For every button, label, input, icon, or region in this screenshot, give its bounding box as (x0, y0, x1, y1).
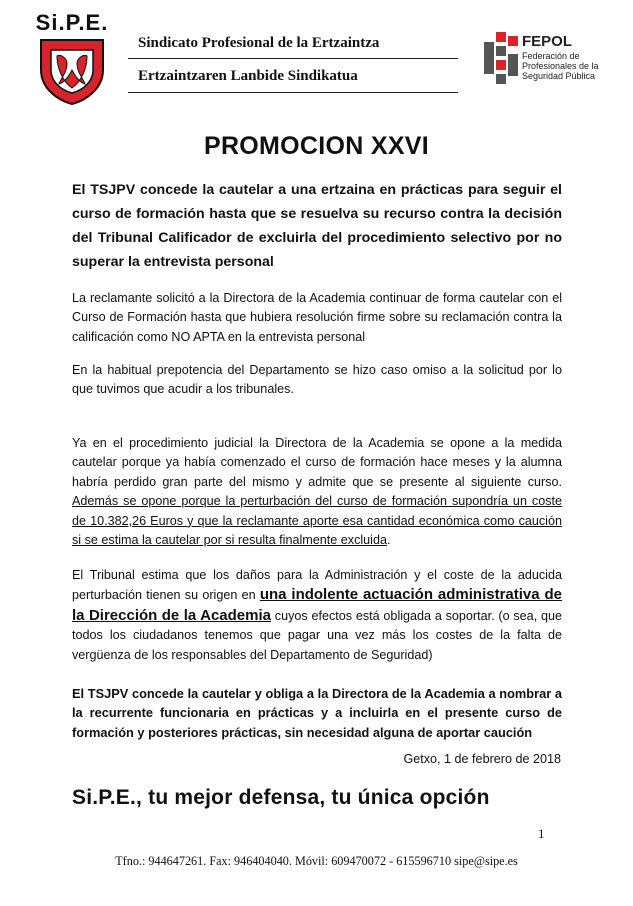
header-divider (128, 92, 458, 93)
document-date: Getxo, 1 de febrero de 2018 (403, 752, 561, 766)
underlined-text: Además se opone porque la perturbación del curso de formación supondría un coste de 10.382,26 Euros y que la reclamante aporte esa cantidad económica como caución si se estima la cautelar por si resulta finalmente excluida (72, 494, 562, 548)
paragraph-text: . (387, 533, 391, 548)
union-name-basque: Ertzaintzaren Lanbide Sindikatua (138, 68, 358, 84)
sipe-logo (30, 12, 114, 104)
paragraph-department: En la habitual prepotencia del Departamento se hizo caso omiso a la solicitud por lo que tuvimos que acudir a los tribunales. (72, 363, 562, 397)
paragraph-text: El Tribunal estima que los daños para la Administración y el coste de la aducida perturbación tienen su origen en (72, 568, 562, 603)
page-number: 1 (538, 826, 545, 841)
contact-footer: Tfno.: 944647261. Fax: 946404040. Móvil: 609470072 - 615596710 sipe@sipe.es (115, 854, 518, 868)
paragraph-conclusion: El TSJPV concede la cautelar y obliga a la Directora de la Academia a nombrar a la recurrente funcionaria en prácticas y a incluirla en el presente curso de formación y posteriores prácticas, sin necesidad alguna de aportar caución (72, 686, 562, 740)
paragraph-text: cuyos efectos está obligada a soportar. (o sea, que todos los ciudadanos tenemos que pagar una vez más los costes de la falta de vergüenza de los responsables del Departamento de Seguridad) (72, 608, 562, 662)
paragraph-text: Ya en el procedimiento judicial la Directora de la Academia se opone a la medida cautelar porque ya había comenzado el curso de formación hace meses y la alumna habría perdido gran parte del mismo y admite que se presente al siguiente curso. (72, 436, 562, 489)
document-title: PROMOCION XXVI (203, 132, 430, 160)
fepol-description: Federación de Profesionales de la Seguridad Pública (522, 51, 599, 81)
shield-icon (37, 36, 107, 106)
fepol-logo (482, 32, 612, 88)
sipe-logo-text: Si.P.E. (35, 10, 109, 35)
paragraph-tribunal-estimate (72, 566, 562, 665)
header-divider (128, 58, 458, 59)
paragraph-academy-opposition (72, 434, 562, 550)
fepol-name: FEPOL (522, 33, 573, 50)
union-name-spanish: Sindicato Profesional de la Ertzaintza (138, 35, 380, 51)
lead-paragraph: El TSJPV concede la cautelar a una ertzaina en prácticas para seguir el curso de formación hasta que se resuelva su recurso contra la decisión del Tribunal Calificador de excluirla del procedimiento selectivo por no superar la entrevista personal (72, 182, 562, 270)
fepol-emblem-icon (482, 32, 520, 84)
emphasized-text: una indolente actuación administrativa de la Dirección de la Academia (72, 586, 563, 624)
slogan: Si.P.E., tu mejor defensa, tu única opción (72, 786, 490, 809)
paragraph-request: La reclamante solicitó a la Directora de la Academia continuar de forma cautelar con el Curso de Formación hasta que hubiera resolución firme sobre su reclamación contra la calificación como NO APTA en la entrevista personal (72, 291, 562, 344)
